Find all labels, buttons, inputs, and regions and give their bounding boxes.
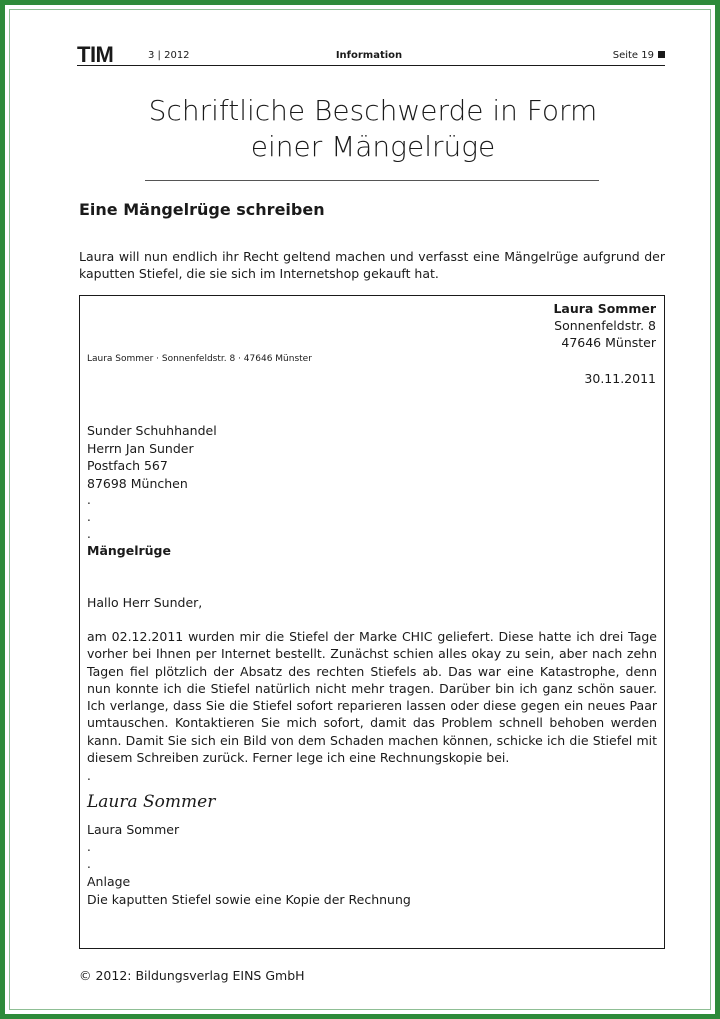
letter-subject: Mängelrüge <box>87 543 171 558</box>
enclosure <box>87 873 411 908</box>
tim-logo: TIM <box>77 42 114 67</box>
section-heading: Eine Mängelrüge schreiben <box>79 200 325 219</box>
recipient-company: Sunder Schuhhandel <box>87 423 217 438</box>
issue-number: 3 | 2012 <box>148 50 190 61</box>
spacer-dot: . <box>87 769 91 783</box>
spacer-dot: . <box>87 857 91 871</box>
sender-name: Laura Sommer <box>553 301 656 316</box>
spacer-dot: . <box>87 493 91 507</box>
signatory-name: Laura Sommer <box>87 822 180 837</box>
spacer-dot: . <box>87 840 91 854</box>
letter-date: 30.11.2011 <box>584 371 656 386</box>
section-label: Information <box>335 50 403 61</box>
page-number: Seite 19 <box>613 50 665 61</box>
intro-paragraph: Laura will nun endlich ihr Recht geltend machen und verfasst eine Mängelrüge aufgrund der kaputten Stiefel, die sie sich im Internetshop gekauft hat. <box>79 249 665 281</box>
letter-box <box>79 295 665 949</box>
handwritten-signature: Laura Sommer <box>87 792 216 812</box>
recipient-address <box>87 422 217 492</box>
title-line-2: einer Mängelrüge <box>250 130 496 163</box>
copyright-footer: © 2012: Bildungsverlag EINS GmbH <box>79 968 305 983</box>
square-icon <box>658 51 665 58</box>
letter-body: am 02.12.2011 wurden mir die Stiefel der Marke CHIC geliefert. Diese hatte ich drei Tage vorher bei Ihnen per Internet bestellt. Zunächst schien alles okay zu sein, aber nach zehn Tagen fiel plötzlich der Absatz des rechten Stiefels ab. Das war eine Katastrophe, denn nun konnte ich die Stiefel natürlich nicht mehr tragen. Darüber bin ich ganz schön sauer. Ich verlange, dass Sie die Stiefel sofort reparieren lassen oder diese gegen ein neues Paar umtauschen. Kontaktieren Sie mich sofort, damit das Problem schnell behoben werden kann. Damit Sie sich ein Bild von dem Schaden machen können, schicke ich die Stiefel mit diesem Schreiben zurück. Ferner lege ich eine Rechnungskopie bei. <box>87 629 657 766</box>
title-rule <box>145 180 599 181</box>
recipient-person: Herrn Jan Sunder <box>87 440 194 456</box>
recipient-city: 87698 München <box>87 475 188 491</box>
sender-city: 47646 Münster <box>561 335 656 350</box>
recipient-po-box: Postfach 567 <box>87 458 168 473</box>
header-rule <box>77 65 665 66</box>
sender-address <box>553 300 656 351</box>
enclosure-text: Die kaputten Stiefel sowie eine Kopie der Rechnung <box>87 891 411 907</box>
title-line-1: Schriftliche Beschwerde in Form <box>148 94 598 127</box>
return-address-line: Laura Sommer · Sonnenfeldstr. 8 · 47646 Münster <box>87 354 312 364</box>
spacer-dot: . <box>87 527 91 541</box>
page-title <box>145 93 601 165</box>
sender-street: Sonnenfeldstr. 8 <box>554 318 656 333</box>
spacer-dot: . <box>87 510 91 524</box>
enclosure-label: Anlage <box>87 874 131 889</box>
letter-greeting: Hallo Herr Sunder, <box>87 595 203 610</box>
